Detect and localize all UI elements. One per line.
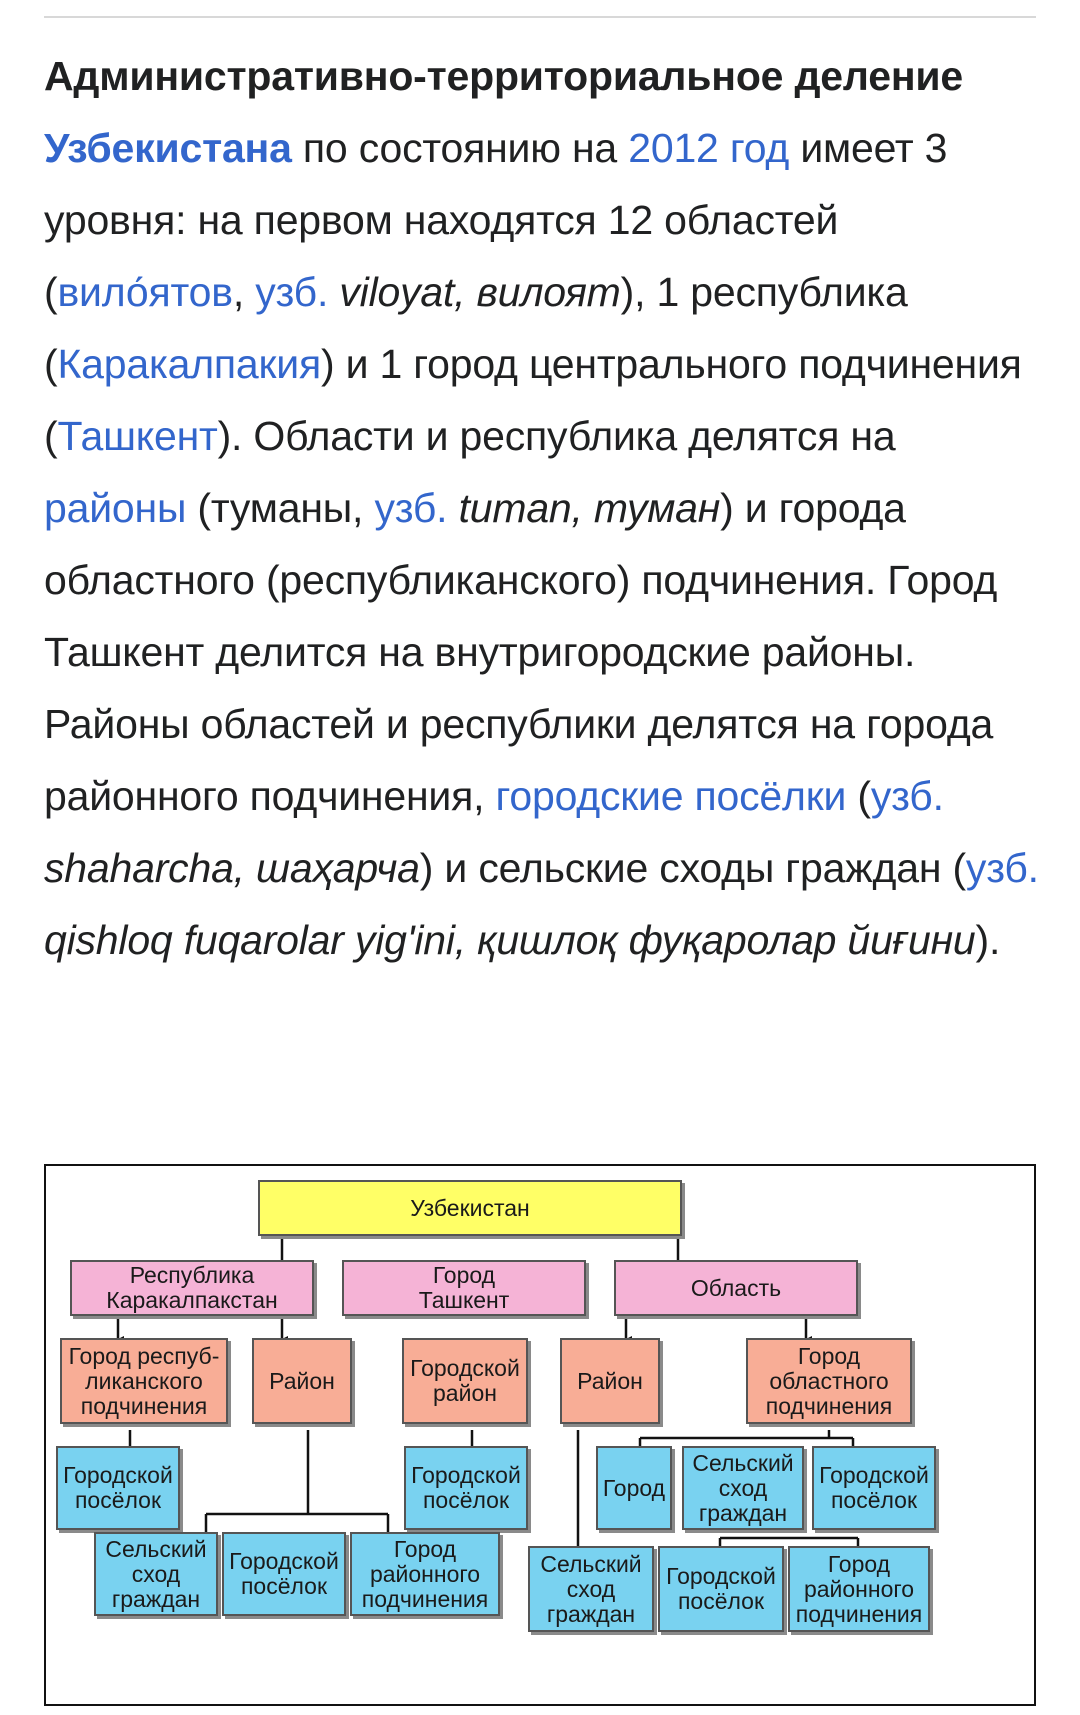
link-tashkent[interactable]: Ташкент — [57, 413, 218, 459]
article-paragraph — [44, 40, 1044, 976]
node-tashkent-district: Городской район — [402, 1338, 528, 1424]
node-region-city-town: Город — [596, 1446, 672, 1530]
node-tashkent-settlement: Городской посёлок — [404, 1446, 528, 1530]
link-uzb-lang[interactable]: узб. — [374, 485, 448, 531]
link-uzb-lang[interactable]: узб. — [965, 845, 1039, 891]
node-republic-district: Район — [252, 1338, 352, 1424]
text-run: , — [232, 269, 256, 315]
node-region-city-council: Сельский сход граждан — [682, 1446, 804, 1530]
text-run: ) и сельские сходы граждан ( — [419, 845, 966, 891]
node-region-district-council: Сельский сход граждан — [528, 1546, 654, 1632]
text-run: имеет 3 уровня: на первом находятся 12 областей ( — [44, 125, 948, 315]
node-region-district: Район — [560, 1338, 660, 1424]
italic-term: viloyat, вилоят — [339, 269, 621, 315]
node-republic-city: Город респуб- ликанского подчинения — [60, 1338, 228, 1424]
text-run: ) и 1 город центрального подчинения ( — [44, 341, 1022, 459]
node-republic-district-settlement: Городской посёлок — [222, 1532, 346, 1616]
link-viloyat[interactable]: вило́ятов — [57, 269, 233, 315]
link-karakalpakia[interactable]: Каракалпакия — [57, 341, 321, 387]
text-run: ), 1 республика ( — [44, 269, 908, 387]
italic-term: shaharcha, шаҳарча — [44, 845, 420, 891]
italic-term: tuman, туман — [458, 485, 721, 531]
link-rayony[interactable]: районы — [44, 485, 187, 531]
node-republic-karakalpakstan: Республика Каракалпакстан — [70, 1260, 314, 1316]
text-run: по состоянию на — [291, 125, 629, 171]
node-region-district-settlement: Городской посёлок — [658, 1546, 784, 1632]
text-run: ). — [975, 917, 1001, 963]
node-region: Область — [614, 1260, 858, 1316]
text-run: ( — [846, 773, 871, 819]
node-republic-district-council: Сельский сход граждан — [94, 1532, 218, 1616]
italic-term: qishloq fuqarolar yig'ini, қишлоқ фуқаролар йиғини — [44, 917, 976, 963]
admin-division-diagram[interactable] — [44, 1164, 1036, 1706]
link-uzb-lang[interactable]: узб. — [255, 269, 329, 315]
node-region-district-city: Город районного подчинения — [788, 1546, 930, 1632]
link-gorodskie-poselki[interactable]: городские посёлки — [495, 773, 847, 819]
text-run: ) и города областного (республиканского) подчинения. Город Ташкент делится на внутригородские районы. Районы областей и республики делятся на города районного подчинения, — [44, 485, 998, 819]
text-run: ). Области и республика делятся на — [217, 413, 896, 459]
article-body — [44, 40, 1044, 976]
node-region-city-settlement: Городской посёлок — [812, 1446, 936, 1530]
article-heading: Административно-территориальное деление — [44, 53, 963, 99]
link-uzbekistan[interactable]: Узбекистана — [44, 125, 292, 171]
node-republic-district-city: Город районного подчинения — [350, 1532, 500, 1616]
link-2012[interactable]: 2012 год — [628, 125, 790, 171]
node-region-city: Город областного подчинения — [746, 1338, 912, 1424]
node-city-tashkent: Город Ташкент — [342, 1260, 586, 1316]
node-uzbekistan: Узбекистан — [258, 1180, 682, 1236]
top-divider — [44, 16, 1036, 18]
text-run — [328, 269, 339, 315]
text-run — [447, 485, 458, 531]
text-run: (туманы, — [186, 485, 375, 531]
node-republic-city-settlement: Городской посёлок — [56, 1446, 180, 1530]
link-uzb-lang[interactable]: узб. — [870, 773, 944, 819]
